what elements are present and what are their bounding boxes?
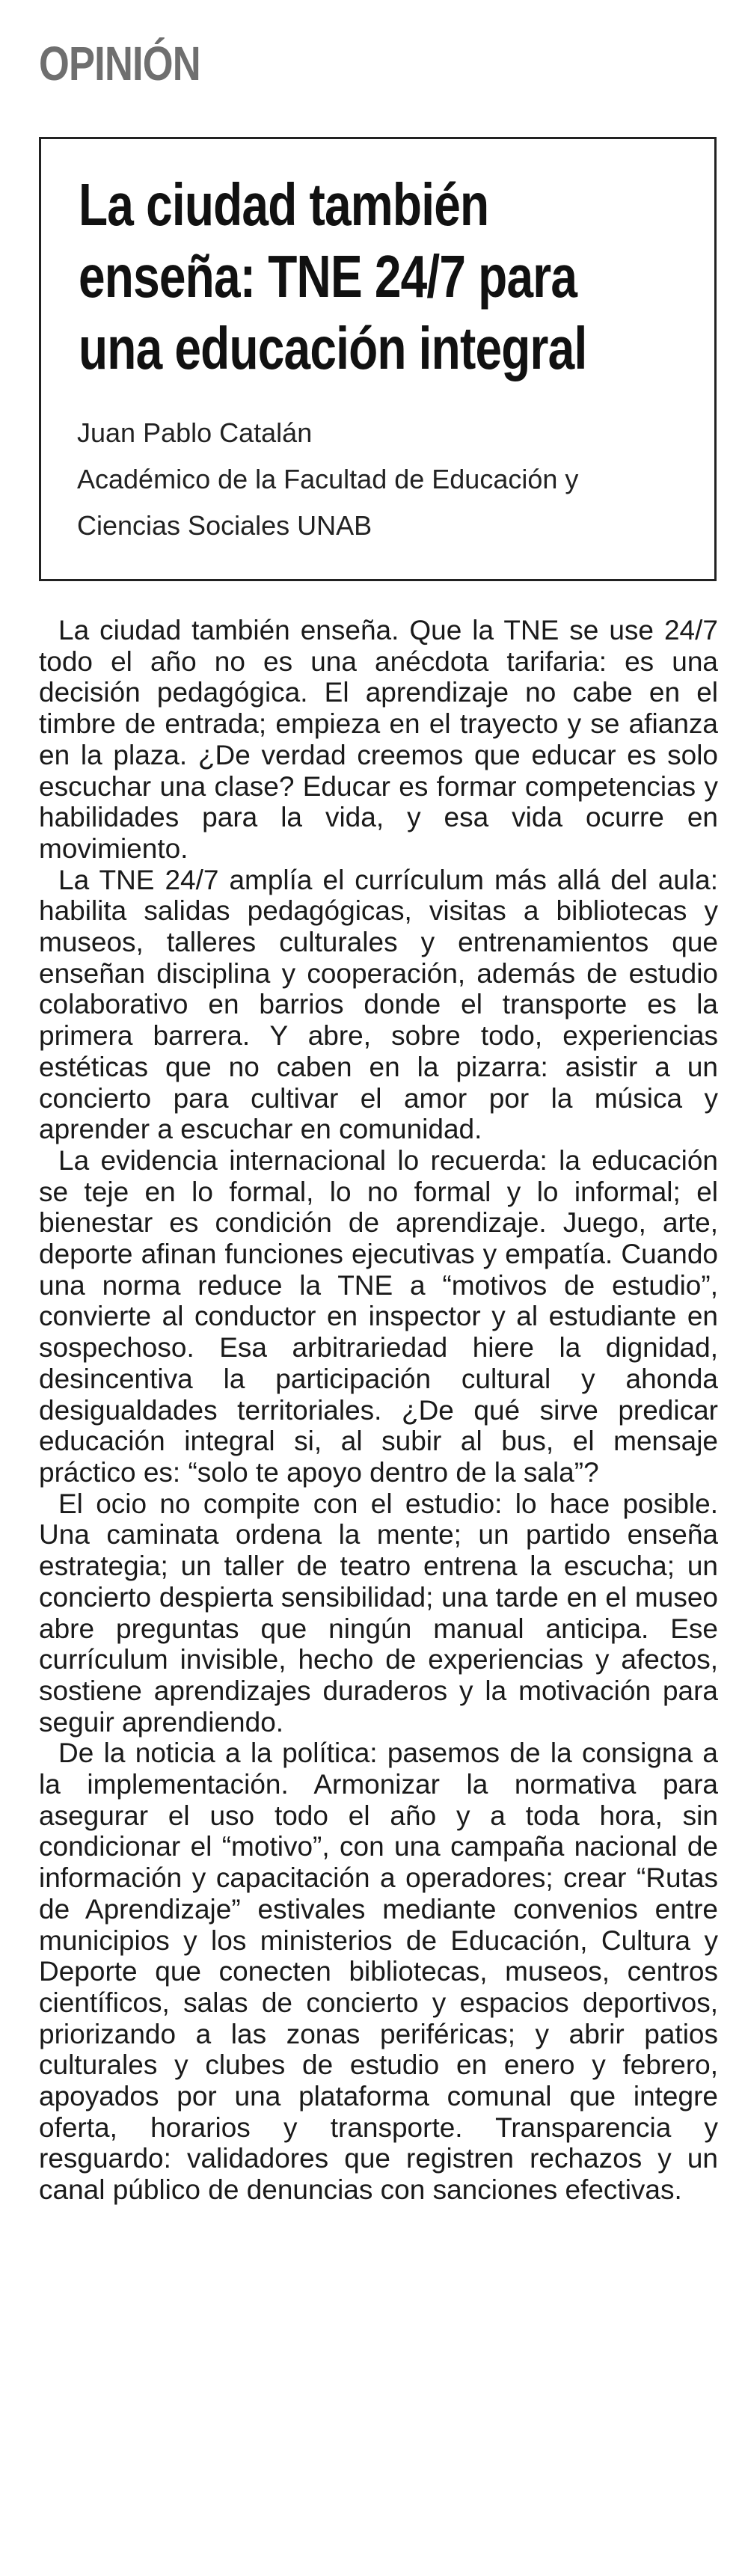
article-paragraph: La TNE 24/7 amplía el currículum más allá del aula: habilita salidas pedagógicas, visitas a bibliotecas y museos, talleres culturales y entrenamientos que enseñan disciplina y cooperación, además de estudio colaborativo en barrios donde el transporte es la primera barrera. Y abre, sobre todo, experiencias estéticas que no caben en la pizarra: asistir a un concierto para cultivar el amor por la música y aprender a escuchar en comunidad. — [39, 864, 718, 1145]
section-label: OPINIÓN — [39, 37, 200, 91]
author-role-line: Ciencias Sociales UNAB — [77, 510, 372, 541]
headline-line: enseña: TNE 24/7 para — [79, 243, 577, 310]
headline — [79, 169, 677, 384]
article-paragraph: La ciudad también enseña. Que la TNE se use 24/7 todo el año no es una anécdota tarifaria: es una decisión pedagógica. El aprendizaje no cabe en el timbre de entrada; empieza en el trayecto y se afianza en la plaza. ¿De verdad creemos que educar es solo escuchar una clase? Educar es formar competencias y habilidades para la vida, y esa vida ocurre en movimiento. — [39, 615, 718, 864]
headline-box — [39, 137, 717, 581]
author-role-line: Académico de la Facultad de Educación y — [77, 464, 579, 494]
article-paragraph: La evidencia internacional lo recuerda: la educación se teje en lo formal, lo no formal y lo informal; el bienestar es condición de aprendizaje. Juego, arte, deporte afinan funciones ejecutivas y empatía. Cuando una norma reduce la TNE a “motivos de estudio”, convierte al conductor en inspector y al estudiante en sospechoso. Esa arbitrariedad hiere la dignidad, desincentiva la participación cultural y ahonda desigualdades territoriales. ¿De qué sirve predicar educación integral si, al subir al bus, el mensaje práctico es: “solo te apoyo dentro de la sala”? — [39, 1144, 718, 1488]
headline-line: una educación integral — [79, 315, 587, 381]
headline-line: La ciudad también — [79, 171, 489, 238]
byline — [77, 410, 578, 549]
article-paragraph: De la noticia a la política: pasemos de la consigna a la implementación. Armonizar la normativa para asegurar el uso todo el año y a toda hora, sin condicionar el “motivo”, con una campaña nacional de información y capacitación a operadores; crear “Rutas de Aprendizaje” estivales mediante convenios entre municipios y los ministerios de Educación, Cultura y Deporte que conecten bibliotecas, museos, centros científicos, salas de concierto y espacios deportivos, priorizando a las zonas periféricas; y abrir patios culturales y clubes de estudio en enero y febrero, apoyados por una plataforma comunal que integre oferta, horarios y transporte. Transparencia y resguardo: validadores que registren rechazos y un canal público de denuncias con sanciones efectivas. — [39, 1738, 718, 2206]
author-name: Juan Pablo Catalán — [77, 417, 313, 448]
article-body — [39, 615, 718, 2206]
article-paragraph: El ocio no compite con el estudio: lo hace posible. Una caminata ordena la mente; un partido enseña estrategia; un taller de teatro entrena la escucha; un concierto despierta sensibilidad; una tarde en el museo abre preguntas que ningún manual anticipa. Ese currículum invisible, hecho de experiencias y afectos, sostiene aprendizajes duraderos y la motivación para seguir aprendiendo. — [39, 1488, 718, 1738]
